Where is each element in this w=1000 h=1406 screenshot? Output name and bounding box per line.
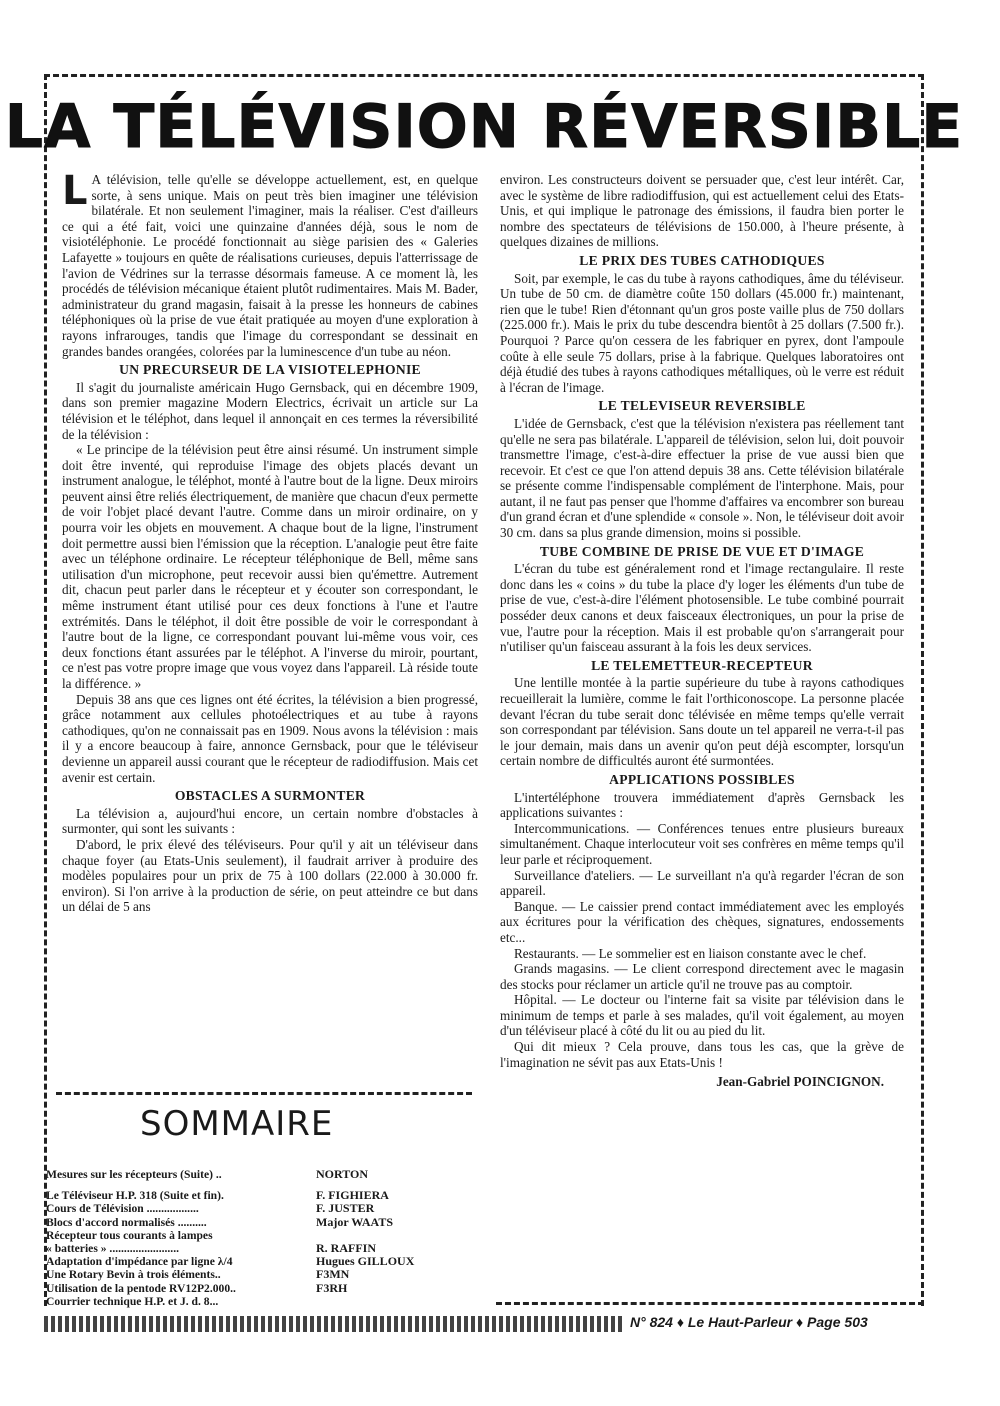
sommaire-article: Utilisation de la pentode RV12P2.000.. [46,1281,236,1295]
sommaire-box [46,1098,472,1308]
sommaire-row [46,1229,476,1242]
sommaire-author: Hugues GILLOUX [316,1254,415,1269]
sommaire-row [46,1202,476,1215]
sommaire-article: Adaptation d'impédance par ligne λ/4 [46,1255,233,1269]
application-item: Hôpital. — Le docteur ou l'interne fait sa visite par télévision dans le minimum de temps et parle à ses malades, qu'il voit également, au moyen d'un téléviseur placé à côté du lit ou au pied du lit. [500,992,904,1039]
sommaire-author: Major WAATS [316,1214,394,1229]
section-heading: LE PRIX DES TUBES CATHODIQUES [579,252,825,268]
sommaire-row [46,1216,476,1229]
section-heading: LE TELEMETTEUR-RECEPTEUR [591,657,813,673]
sommaire-author: F3MN [316,1267,350,1282]
sommaire-author [316,1295,476,1308]
sommaire-row [46,1255,476,1268]
paragraph: Qui dit mieux ? Cela prouve, dans tous les cas, que la grève de l'imagination ne sévit pas aux Etats-Unis ! [500,1039,904,1070]
application-item: Intercommunications. — Conférences tenues entre plusieurs bureaux simultanément. Chaque interlocuteur voit ses confrères en même temps qu'il leur parle et réciproquement. [500,820,904,867]
sommaire-article: Le Téléviseur H.P. 318 (Suite et fin). [46,1189,224,1203]
sommaire-article: Une Rotary Bevin à trois éléments.. [46,1268,221,1282]
footer-ornament [44,1316,622,1332]
sommaire-article: Courrier technique H.P. et J. d. 8... [46,1294,219,1308]
application-item: Surveillance d'ateliers. — Le surveillant n'a qu'à regarder l'écran de son appareil. [500,867,904,899]
application-item: Grands magasins. — Le client correspond directement avec le magasin des stocks pour réclamer un article qu'il ne trouve pas au comptoir. [500,961,904,992]
sommaire-list [46,1168,476,1308]
application-item: Restaurants. — Le sommelier est en liaison constante avec le chef. [514,945,867,961]
paragraph: Depuis 38 ans que ces lignes ont été écrites, la télévision a bien progressé, grâce notamment aux cellules photoélectriques et au tube à rayons cathodiques, qu'on ne connaissait pas en 1909. Nous avons la télévision : mais il y a encore beaucoup à faire, annonce Gernsback, pour que le téléviseur devienne un appareil aussi courant que le récepteur de radiodiffusion. Mais cet avenir est certain. [62,691,478,785]
intro-text: A télévision, telle qu'elle se développe actuellement, est, en quelque sorte, à sens unique. Mais on peut très bien imaginer une télévision bilatérale. Et non seulement l'imaginer, mais la réaliser. C'est d'ailleurs ce qui a été fait, voici une quinzaine d'années déjà, sous le nom de visiotéléphonie. Le procédé fonctionnait au siège parisien des « Galeries Lafayette » toujours en quête de réalisations curieuses, depuis l'atterrissage de l'avion de Védrines sur la terrasse désormais fameuse. A ce moment là, les procédés de télévision mécanique étaient plutôt rudimentaires. Mais M. Bader, administrateur du grand magasin, faisait à la presse les honneurs de cabines téléphoniques où la prise de vue était pratiquée au moyen d'une exploration à rayons infrarouges, tandis que l'image du correspondant se dessinait en grandes bandes orangées, colorées par la luminescence d'un tube au néon. [62,172,478,359]
bottom-rule [496,1302,924,1305]
section-heading: APPLICATIONS POSSIBLES [609,771,795,787]
sommaire-author: NORTON [316,1167,369,1181]
intro-paragraph [62,172,478,359]
sommaire-article: Récepteur tous courants à lampes [46,1228,213,1242]
sommaire-divider [56,1092,472,1095]
author-signature: Jean-Gabriel POINCIGNON. [716,1074,884,1090]
section-heading: TUBE COMBINE DE PRISE DE VUE ET D'IMAGE [539,543,865,559]
sommaire-row [46,1168,476,1181]
quote-paragraph: « Le principe de la télévision peut être ainsi résumé. Un instrument simple doit être inventé, qui reproduise l'image des objets placés devant un instrument analogue, le téléphot, monté à l'autre bout de la ligne. Deux miroirs peuvent ainsi être reliés électriquement, de manière que chacun d'eux permette de voir l'objet placé devant l'autre. Comme dans un miroir ordinaire, on y pourra voir les objets en mouvement. A chaque bout de la ligne, l'instrument doit permettre aussi bien l'émission que la réception. L'analogie peut être faite avec un téléphone ordinaire. Le récepteur téléphonique de Bell, même sans utilisation d'un microphone, peut recevoir aussi bien qu'émettre. Autrement dit, chacun peut parler dans le récepteur et y écouter son correspondant, le même instrument étant utilisé pour ces deux fonctions à l'une et l'autre extrémités. Dans le téléphot, il doit être possible de voir le correspondant à l'autre bout de la ligne, ce correspondant pouvant lui-même vous voir, ces deux fonctions étant assurées par le téléphot. A l'inverse du miroir, pourtant, ce n'est pas votre propre image que vous voyez dans l'appareil. Là réside toute la différence. » [62,442,478,691]
sommaire-author: F3RH [316,1280,348,1295]
section-heading: OBSTACLES A SURMONTER [174,788,366,804]
sommaire-article: « batteries » ........................ [46,1242,179,1256]
section-heading: LE TELEVISEUR REVERSIBLE [598,398,806,414]
sommaire-row [46,1282,476,1295]
paragraph: Une lentille montée à la partie supérieure du tube à rayons cathodiques recueillerait la lumière, comme le fait l'orthiconoscope. La personne placée devant l'écran du tube serait donc télévisée en même temps qu'elle verrait son correspondant par télévision. Sans doute un tel appareil ne verra-t-il pas le jour demain, mais dans un avenir qu'on peut déjà escompter, lorsqu'un certain nombre de difficultés auront été surmontées. [500,675,904,769]
page-footer: N° 824 ♦ Le Haut-Parleur ♦ Page 503 [630,1314,868,1330]
headline-box [4,88,964,166]
sommaire-article: Cours de Télévision .................. [46,1202,199,1216]
paragraph: La télévision a, aujourd'hui encore, un certain nombre d'obstacles à surmonter, qui sont les suivants : [62,805,478,837]
paragraph: L'intertéléphone trouvera immédiatement d'après Gernsback les applications suivantes : [500,789,904,821]
left-column [62,172,478,1092]
section-heading: UN PRECURSEUR DE LA VISIOTELEPHONIE [119,362,421,378]
sommaire-author: F. JUSTER [316,1201,375,1216]
paragraph: L'écran du tube est généralement rond et l'image rectangulaire. Il reste donc dans les « coins » du tube la place d'y loger les éléments d'un tube de prise de vue, c'est-à-dire l'élément photosensible. Le tube combiné pourrait posséder deux canons et deux faisceaux électroniques, un pour la prise de vue, l'autre pour la réception. Mais il est probable qu'on s'arrangerait pour n'utiliser qu'un faisceau assurant à la fois les deux services. [500,561,904,655]
sommaire-row [46,1268,476,1281]
paragraph: Soit, par exemple, le cas du tube à rayons cathodiques, âme du téléviseur. Un tube de 50 cm. de diamètre coûte 150 dollars (45.000 fr.) maintenant, rien que le tube! Rien d'étonnant qu'un gros poste vaille plus de 750 dollars (225.000 fr.). Mais le prix du tube descendra bientôt à 25 dollars (7.500 fr.). Pourquoi ? Parce qu'on cessera de les fabriquer en pyrex, dont l'ampoule coûte à elle seule 75 dollars, prise à la fabrique. Quelques laboratoires ont déjà étudié des tubes à rayons cathodiques métalliques, où le verre est réduit à l'écran de l'image. [500,270,904,395]
application-item: Banque. — Le caissier prend contact immédiatement avec les employés aux écritures pour la vérification des chèques, signatures, endossements etc... [500,898,904,945]
sommaire-row [46,1189,476,1202]
sommaire-title: SOMMAIRE [140,1104,334,1144]
right-column [500,172,904,1294]
paragraph: D'abord, le prix élevé des téléviseurs. Pour qu'il y ait un téléviseur dans chaque foyer (au Etats-Unis seulement), il faudrait arriver à produire des modèles populaires pour un prix de 75 à 100 dollars (22.000 à 30.000 fr. environ). Si l'on arrive à la production de série, on peut atteindre ce but dans un délai de 5 ans [62,836,478,915]
drop-cap: L [62,172,88,214]
headline: LA TÉLÉVISION RÉVERSIBLE [4,92,964,162]
sommaire-row [46,1295,476,1308]
paragraph: environ. Les constructeurs doivent se persuader que, c'est leur intérêt. Car, avec le système de libre radiodiffusion, qui est actuellement celui des Etats-Unis, et qui implique le patronage des émissions, il faudra bien porter le nombre des spectateurs de télévisions de 150.000, à l'heure présente, à quelques dizaines de millions. [500,172,904,250]
paragraph: Il s'agit du journaliste américain Hugo Gernsback, qui en décembre 1909, dans son premier magazine Modern Electrics, écrivait un article sur La télévision et le téléphot, dans lequel il annonçait en ces termes la réversibilité de la télévision : [62,379,478,442]
paragraph: L'idée de Gernsback, c'est que la télévision n'existera pas réellement tant qu'elle ne sera pas bilatérale. L'appareil de télévision, selon lui, doit pouvoir transmettre l'image, c'est-à-dire effectuer la prise de vue aussi bien que recevoir. Et c'est ce que l'on attend depuis 38 ans. Cette télévision bilatérale se présente comme l'indispensable complément de l'interphone. Mais, pour autant, il ne faut pas penser que l'homme d'affaires va encombrer son bureau d'un grand écran et d'une splendide « console ». Non, le téléviseur doit avoir 30 cm. dans sa plus grande dimension, moins si possible. [500,415,904,541]
sommaire-author: F. FIGHIERA [316,1188,389,1203]
sommaire-article: Mesures sur les récepteurs (Suite) .. [46,1168,222,1181]
sommaire-article: Blocs d'accord normalisés .......... [46,1215,207,1229]
sommaire-row [46,1181,476,1189]
sommaire-author: R. RAFFIN [316,1241,376,1256]
